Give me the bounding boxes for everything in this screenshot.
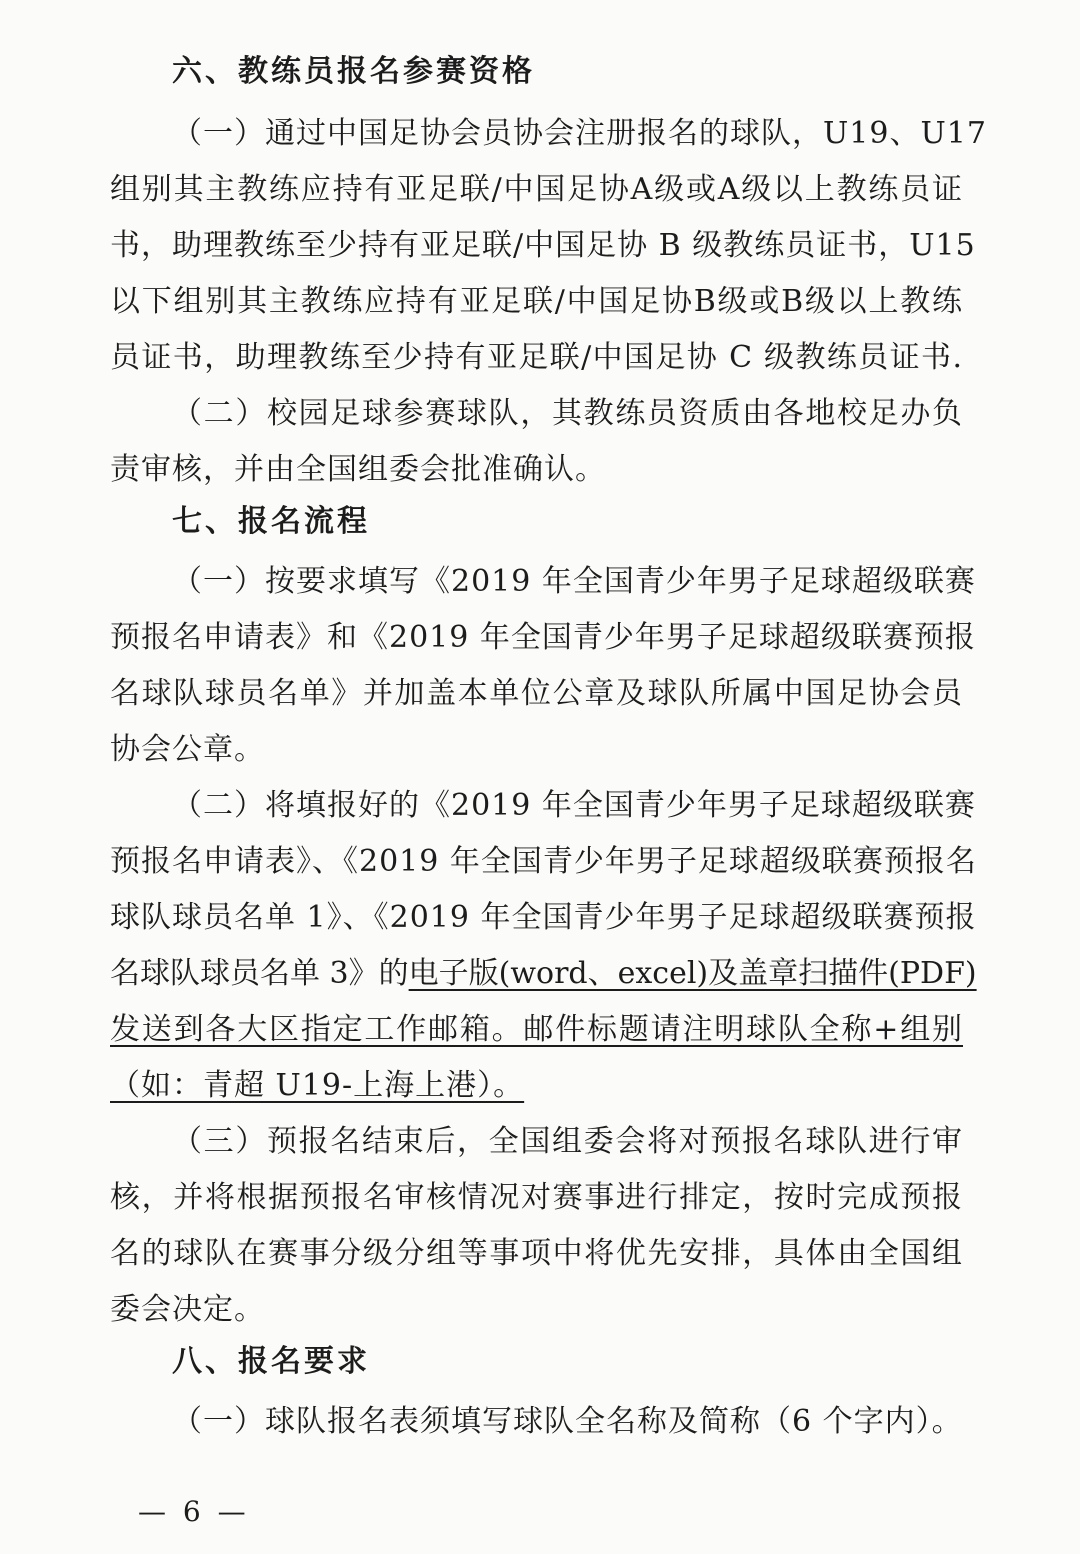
section-7-p3-line: 核，并将根据预报名审核情况对赛事进行排定，按时完成预报 xyxy=(110,1180,963,1215)
section-6-heading: 六、教练员报名参赛资格 xyxy=(172,54,535,89)
section-7-p3-line: 委会决定。 xyxy=(110,1292,265,1327)
section-7-p1-line: 预报名申请表》和《2019 年全国青少年男子足球超级联赛预报 xyxy=(110,620,976,655)
section-6-p1-line: （一）通过中国足协会员协会注册报名的球队，U19、U17 xyxy=(172,116,987,151)
section-7-p2-line: （二）将填报好的《2019 年全国青少年男子足球超级联赛 xyxy=(172,788,976,823)
underlined-text-segment: （如：青超 U19-上海上港）。 xyxy=(110,1068,525,1103)
section-6-p2-line: （二）校园足球参赛球队，其教练员资质由各地校足办负 xyxy=(172,396,963,431)
underlined-text-segment: 电子版(word、excel)及盖章扫描件(PDF) xyxy=(408,956,977,991)
section-6-p1-line: 员证书，助理教练至少持有亚足联/中国足协 C 级教练员证书. xyxy=(110,340,963,375)
section-7-p1-line: （一）按要求填写《2019 年全国青少年男子足球超级联赛 xyxy=(172,564,976,599)
section-6-p1-line: 书，助理教练至少持有亚足联/中国足协 B 级教练员证书，U15 xyxy=(110,228,976,263)
section-7-p3-line: （三）预报名结束后，全国组委会将对预报名球队进行审 xyxy=(172,1124,963,1159)
section-6-p1-line: 组别其主教练应持有亚足联/中国足协A级或A级以上教练员证 xyxy=(110,172,963,207)
section-7-p2-line: 球队球员名单 1》、《2019 年全国青少年男子足球超级联赛预报 xyxy=(110,900,977,935)
section-7-p2-line-mixed xyxy=(110,954,977,994)
section-7-p1-line: 协会公章。 xyxy=(110,732,265,767)
section-7-heading: 七、报名流程 xyxy=(172,504,370,539)
page-number: — 6 — xyxy=(138,1495,250,1528)
underlined-text-line: 发送到各大区指定工作邮箱。邮件标题请注明球队全称+组别 xyxy=(110,1012,963,1047)
section-7-p2-line: 预报名申请表》、《2019 年全国青少年男子足球超级联赛预报名 xyxy=(110,844,977,879)
underlined-text-line xyxy=(110,1066,963,1106)
section-8-heading: 八、报名要求 xyxy=(172,1344,370,1379)
section-7-p1-line: 名球队球员名单》并加盖本单位公章及球队所属中国足协会员 xyxy=(110,676,963,711)
section-7-p3-line: 名的球队在赛事分级分组等事项中将优先安排，具体由全国组 xyxy=(110,1236,963,1271)
section-6-p1-line: 以下组别其主教练应持有亚足联/中国足协B级或B级以上教练 xyxy=(110,284,963,319)
section-6-p2-line: 责审核，并由全国组委会批准确认。 xyxy=(110,452,606,487)
plain-text-segment: 名球队球员名单 3》的 xyxy=(110,956,409,991)
section-8-p1-line: （一）球队报名表须填写球队全名称及简称（6 个字内）。 xyxy=(172,1404,963,1439)
